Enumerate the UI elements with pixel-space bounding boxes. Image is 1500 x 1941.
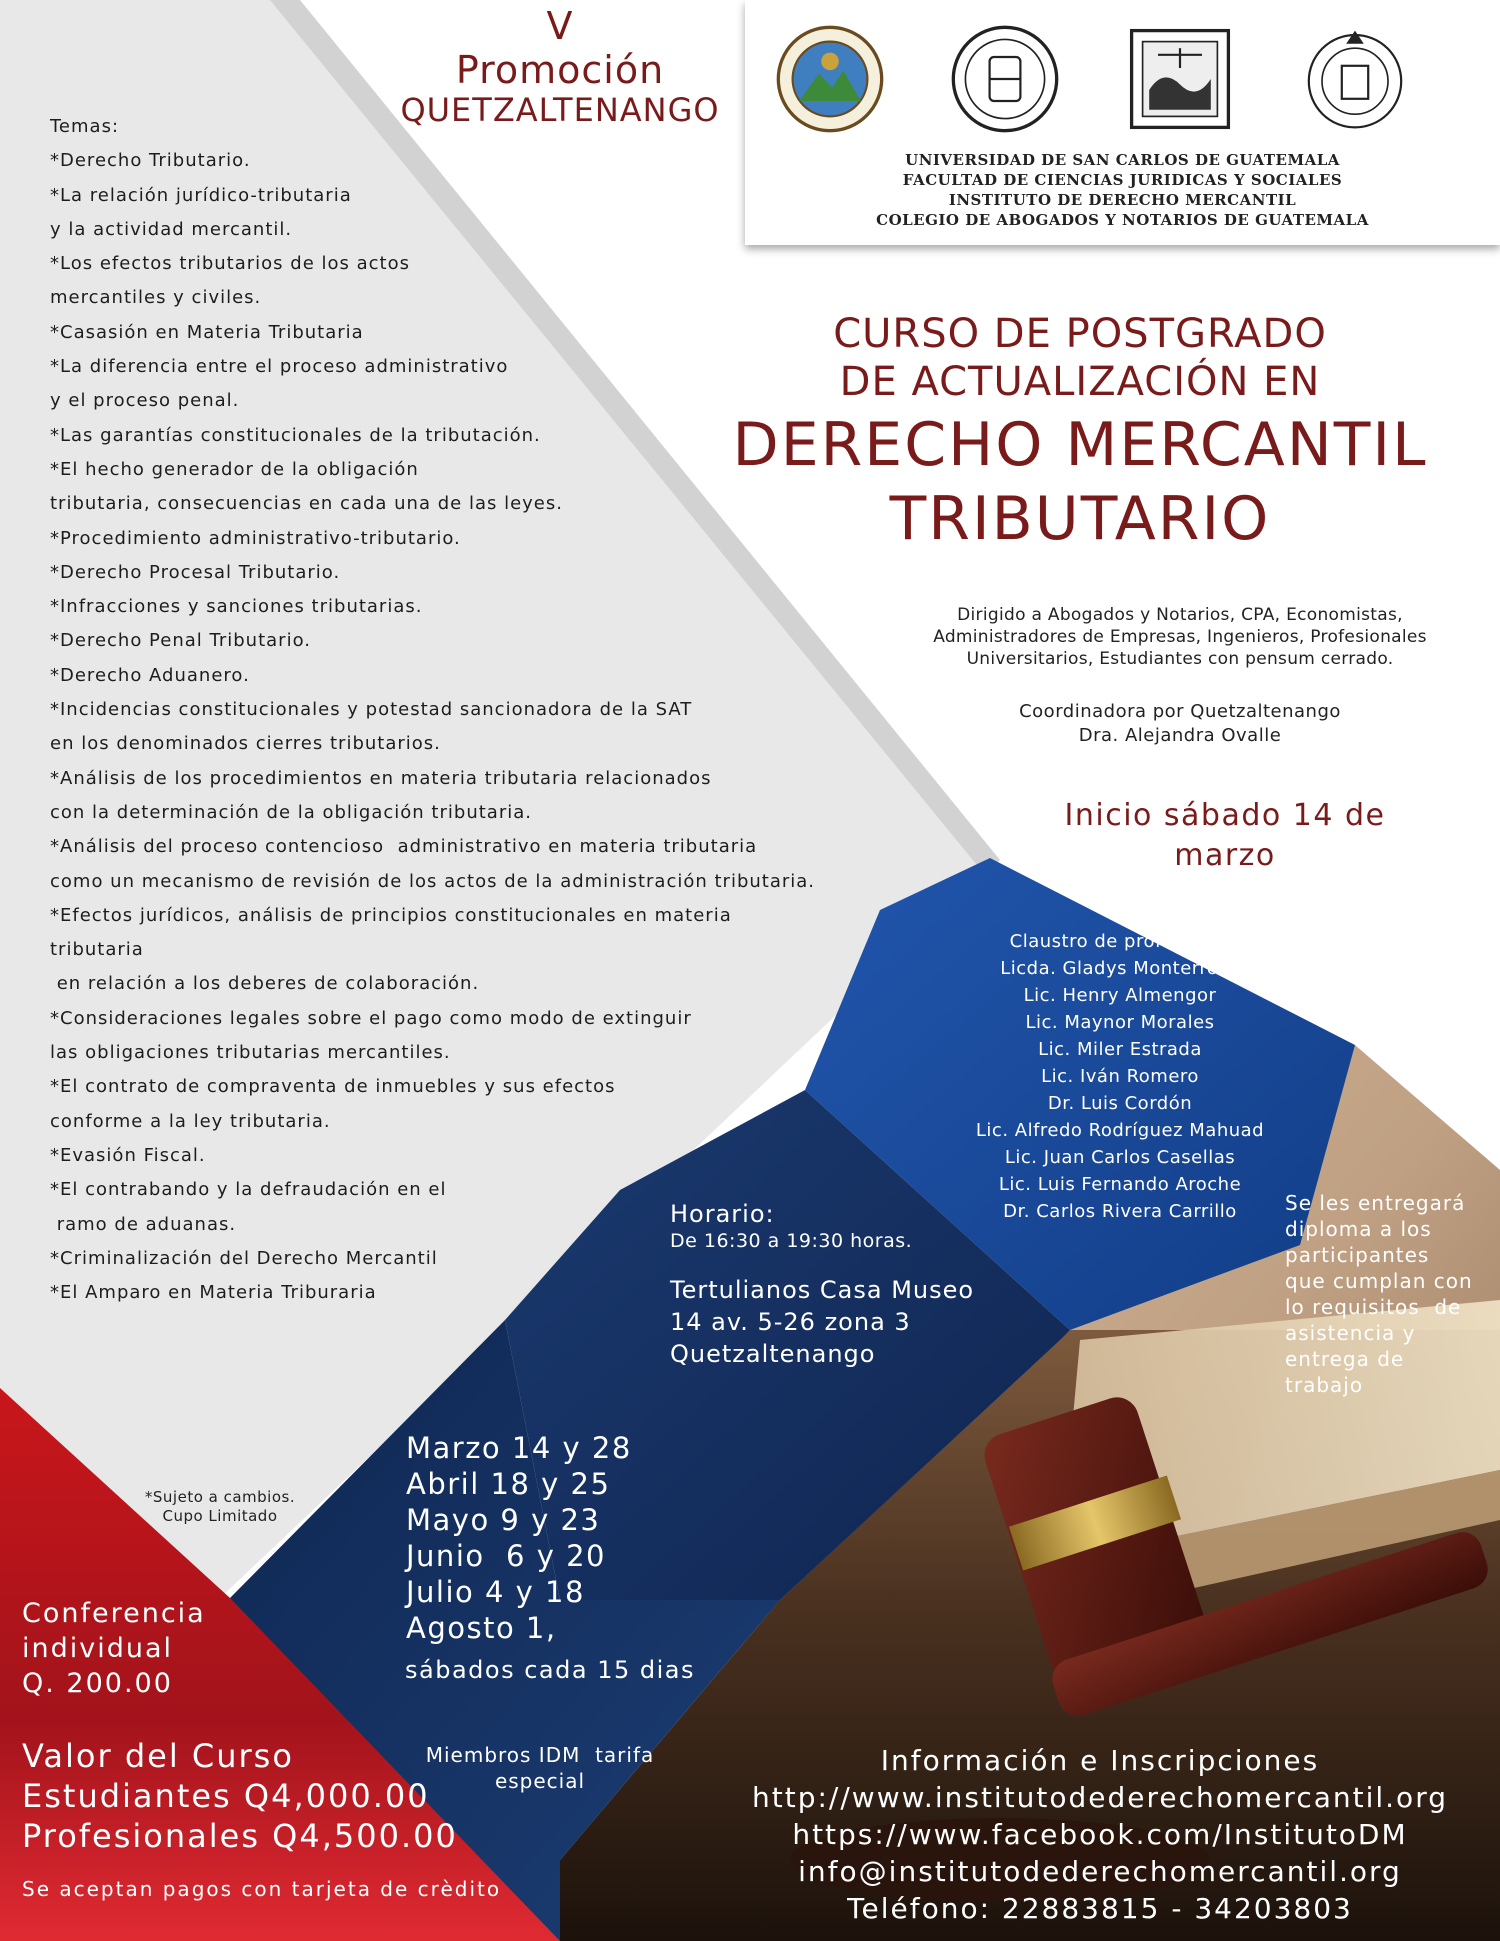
course-title bbox=[700, 310, 1460, 554]
promotion-word: Promoción bbox=[455, 48, 665, 92]
note-line1: *Sujeto a cambios. bbox=[144, 1488, 296, 1506]
date-line: Julio 4 y 18 bbox=[406, 1575, 585, 1609]
conference-line: Conferencia bbox=[22, 1598, 206, 1629]
audience-line: Dirigido a Abogados y Notarios, CPA, Economistas, bbox=[957, 605, 1403, 625]
audience-line: Universitarios, Estudiantes con pensum cerrado. bbox=[966, 649, 1394, 669]
conference-price-value: Q. 200.00 bbox=[22, 1668, 173, 1699]
coordinator-name: Dra. Alejandra Ovalle bbox=[1078, 725, 1282, 746]
topic-line: *Las garantías constitucionales de la tributación. bbox=[50, 424, 541, 446]
faculty-member: Lic. Maynor Morales bbox=[1025, 1012, 1215, 1033]
members-rate-line1: Miembros IDM tarifa bbox=[425, 1743, 655, 1767]
topic-line: mercantiles y civiles. bbox=[50, 287, 262, 309]
schedule-hours: De 16:30 a 19:30 horas. bbox=[670, 1230, 913, 1252]
diploma-line: que cumplan con bbox=[1285, 1269, 1473, 1293]
topic-line: *Derecho Procesal Tributario. bbox=[50, 561, 341, 583]
diploma-line: entrega de bbox=[1285, 1347, 1405, 1371]
topic-line: *Procedimiento administrativo-tributario. bbox=[50, 527, 461, 549]
subject-to-change-note bbox=[120, 1488, 320, 1526]
venue-line: Quetzaltenango bbox=[670, 1340, 876, 1368]
topic-line: *Los efectos tributarios de los actos bbox=[50, 253, 410, 275]
topic-line: *La relación jurídico-tributaria bbox=[50, 184, 352, 206]
topic-line: *El Amparo en Materia Triburaria bbox=[50, 1282, 377, 1304]
faculty-names bbox=[900, 955, 1340, 1225]
session-frequency: sábados cada 15 dias bbox=[405, 1656, 695, 1684]
topic-line: *Infracciones y sanciones tributarias. bbox=[50, 596, 423, 618]
topic-line: *Efectos jurídicos, análisis de principios constitucionales en materia bbox=[50, 904, 732, 926]
date-line: Agosto 1, bbox=[406, 1611, 557, 1645]
faculty-list bbox=[900, 928, 1340, 1225]
course-title-line1: CURSO DE POSTGRADO bbox=[833, 311, 1327, 357]
website-link[interactable]: http://www.institutodederechomercantil.org bbox=[752, 1781, 1448, 1814]
diploma-line: lo requisitos de bbox=[1285, 1295, 1462, 1319]
members-rate-line2: especial bbox=[494, 1769, 586, 1793]
topic-line: con la determinación de la obligación tributaria. bbox=[50, 801, 532, 823]
diploma-line: Se les entregará bbox=[1285, 1191, 1466, 1215]
institution-faculty: FACULTAD DE CIENCIAS JURIDICAS Y SOCIALES bbox=[902, 171, 1343, 189]
topic-line: tributaria, consecuencias en cada una de las leyes. bbox=[50, 493, 563, 515]
faculty-member: Lic. Henry Almengor bbox=[1023, 985, 1217, 1006]
idm-seal-icon bbox=[1125, 24, 1235, 134]
faculty-heading: Claustro de profesores: bbox=[1009, 931, 1231, 952]
course-price-label: Valor del Curso bbox=[22, 1737, 294, 1775]
topic-line: en relación a los deberes de colaboración. bbox=[50, 973, 480, 995]
topic-line: *Análisis de los procedimientos en materia tributaria relacionados bbox=[50, 767, 712, 789]
topics-list bbox=[50, 110, 900, 1310]
topic-line: y la actividad mercantil. bbox=[50, 218, 293, 240]
faculty-member: Lic. Miler Estrada bbox=[1038, 1039, 1202, 1060]
schedule-venue bbox=[670, 1274, 1090, 1370]
diploma-note bbox=[1285, 1190, 1500, 1398]
venue-line: 14 av. 5-26 zona 3 bbox=[670, 1308, 911, 1336]
contact-block bbox=[720, 1742, 1480, 1927]
topic-line: *Análisis del proceso contencioso administrativo en materia tributaria bbox=[50, 836, 758, 858]
topic-line: conforme a la ley tributaria. bbox=[50, 1110, 331, 1132]
topic-line: las obligaciones tributarias mercantiles. bbox=[50, 1042, 451, 1064]
faculty-member: Licda. Gladys Monterroso bbox=[1000, 958, 1240, 979]
students-price: Estudiantes Q4,000.00 bbox=[22, 1777, 430, 1815]
email-link[interactable]: info@institutodederechomercantil.org bbox=[798, 1855, 1402, 1888]
start-date-line2: marzo bbox=[1174, 838, 1276, 873]
topic-line: como un mecanismo de revisión de los actos de la administración tributaria. bbox=[50, 870, 816, 892]
professionals-price: Profesionales Q4,500.00 bbox=[22, 1817, 458, 1855]
date-line: Marzo 14 y 28 bbox=[406, 1431, 632, 1465]
venue-line: Tertulianos Casa Museo bbox=[670, 1276, 975, 1304]
phone-number: Teléfono: 22883815 - 34203803 bbox=[847, 1892, 1353, 1925]
diploma-line: trabajo bbox=[1285, 1373, 1364, 1397]
faculty-member: Lic. Luis Fernando Aroche bbox=[998, 1174, 1242, 1195]
topic-line: *El contrato de compraventa de inmuebles y sus efectos bbox=[50, 1076, 616, 1098]
topics-heading: Temas: bbox=[50, 116, 120, 137]
promotion-city: QUETZALTENANGO bbox=[400, 91, 720, 129]
start-date bbox=[1000, 796, 1450, 876]
topic-line: *Incidencias constitucionales y potestad sancionadora de la SAT bbox=[50, 699, 693, 721]
topic-line: *Criminalización del Derecho Mercantil bbox=[50, 1247, 438, 1269]
date-line: Junio 6 y 20 bbox=[406, 1539, 606, 1573]
faculty-member: Lic. Iván Romero bbox=[1041, 1066, 1199, 1087]
topic-line: *Evasión Fiscal. bbox=[50, 1144, 206, 1166]
topic-line: *El contrabando y la defraudación en el bbox=[50, 1179, 447, 1201]
institution-institute: INSTITUTO DE DERECHO MERCANTIL bbox=[948, 191, 1297, 209]
date-line: Mayo 9 y 23 bbox=[406, 1503, 601, 1537]
topic-line: *Derecho Tributario. bbox=[50, 150, 251, 172]
faculty-member: Dr. Carlos Rivera Carrillo bbox=[1003, 1201, 1237, 1222]
topic-line: *La diferencia entre el proceso administrativo bbox=[50, 356, 509, 378]
course-title-line2: DE ACTUALIZACIÓN EN bbox=[839, 359, 1321, 405]
institution-colegio: COLEGIO DE ABOGADOS Y NOTARIOS DE GUATEMALA bbox=[876, 211, 1369, 229]
coordinator-block bbox=[960, 700, 1400, 748]
topic-line: *Consideraciones legales sobre el pago como modo de extinguir bbox=[50, 1007, 692, 1029]
topic-line: *El hecho generador de la obligación bbox=[50, 458, 419, 480]
topic-line: ramo de aduanas. bbox=[50, 1213, 237, 1235]
institution-university: UNIVERSIDAD DE SAN CARLOS DE GUATEMALA bbox=[905, 151, 1340, 169]
session-dates bbox=[406, 1430, 726, 1646]
faculty-member: Dr. Luis Cordón bbox=[1047, 1093, 1193, 1114]
topic-line: *Derecho Aduanero. bbox=[50, 664, 250, 686]
faculty-member: Lic. Alfredo Rodríguez Mahuad bbox=[975, 1120, 1265, 1141]
faculty-seal-icon bbox=[950, 24, 1060, 134]
colegio-seal-icon bbox=[1300, 24, 1410, 134]
topic-line: *Derecho Penal Tributario. bbox=[50, 630, 311, 652]
conference-line: individual bbox=[22, 1633, 174, 1664]
card-payment-note: Se aceptan pagos con tarjeta de crèdito bbox=[22, 1877, 502, 1901]
course-title-line4: TRIBUTARIO bbox=[889, 484, 1271, 554]
topic-line: y el proceso penal. bbox=[50, 390, 240, 412]
start-date-line1: Inicio sábado 14 de bbox=[1064, 798, 1386, 833]
faculty-member: Lic. Juan Carlos Casellas bbox=[1004, 1147, 1236, 1168]
diploma-line: diploma a los bbox=[1285, 1217, 1432, 1241]
topic-line: en los denominados cierres tributarios. bbox=[50, 733, 441, 755]
topic-line: *Casasión en Materia Tributaria bbox=[50, 321, 364, 343]
facebook-link[interactable]: https://www.facebook.com/InstitutoDM bbox=[792, 1818, 1408, 1851]
course-price bbox=[22, 1736, 542, 1856]
date-line: Abril 18 y 25 bbox=[406, 1467, 611, 1501]
coordinator-label: Coordinadora por Quetzaltenango bbox=[1019, 701, 1341, 722]
topic-line: tributaria bbox=[50, 939, 144, 961]
note-line2: Cupo Limitado bbox=[162, 1507, 278, 1525]
audience-line: Administradores de Empresas, Ingenieros, Profesionales bbox=[933, 627, 1427, 647]
diploma-line: asistencia y bbox=[1285, 1321, 1416, 1345]
promotion-number: V bbox=[546, 4, 574, 48]
course-title-line3: DERECHO MERCANTIL bbox=[732, 410, 1428, 480]
conference-price bbox=[22, 1596, 322, 1701]
diploma-line: participantes bbox=[1285, 1243, 1430, 1267]
audience-text bbox=[900, 604, 1460, 670]
schedule-heading: Horario: bbox=[670, 1200, 775, 1228]
schedule-block bbox=[670, 1200, 1090, 1370]
contact-heading: Información e Inscripciones bbox=[880, 1744, 1320, 1777]
